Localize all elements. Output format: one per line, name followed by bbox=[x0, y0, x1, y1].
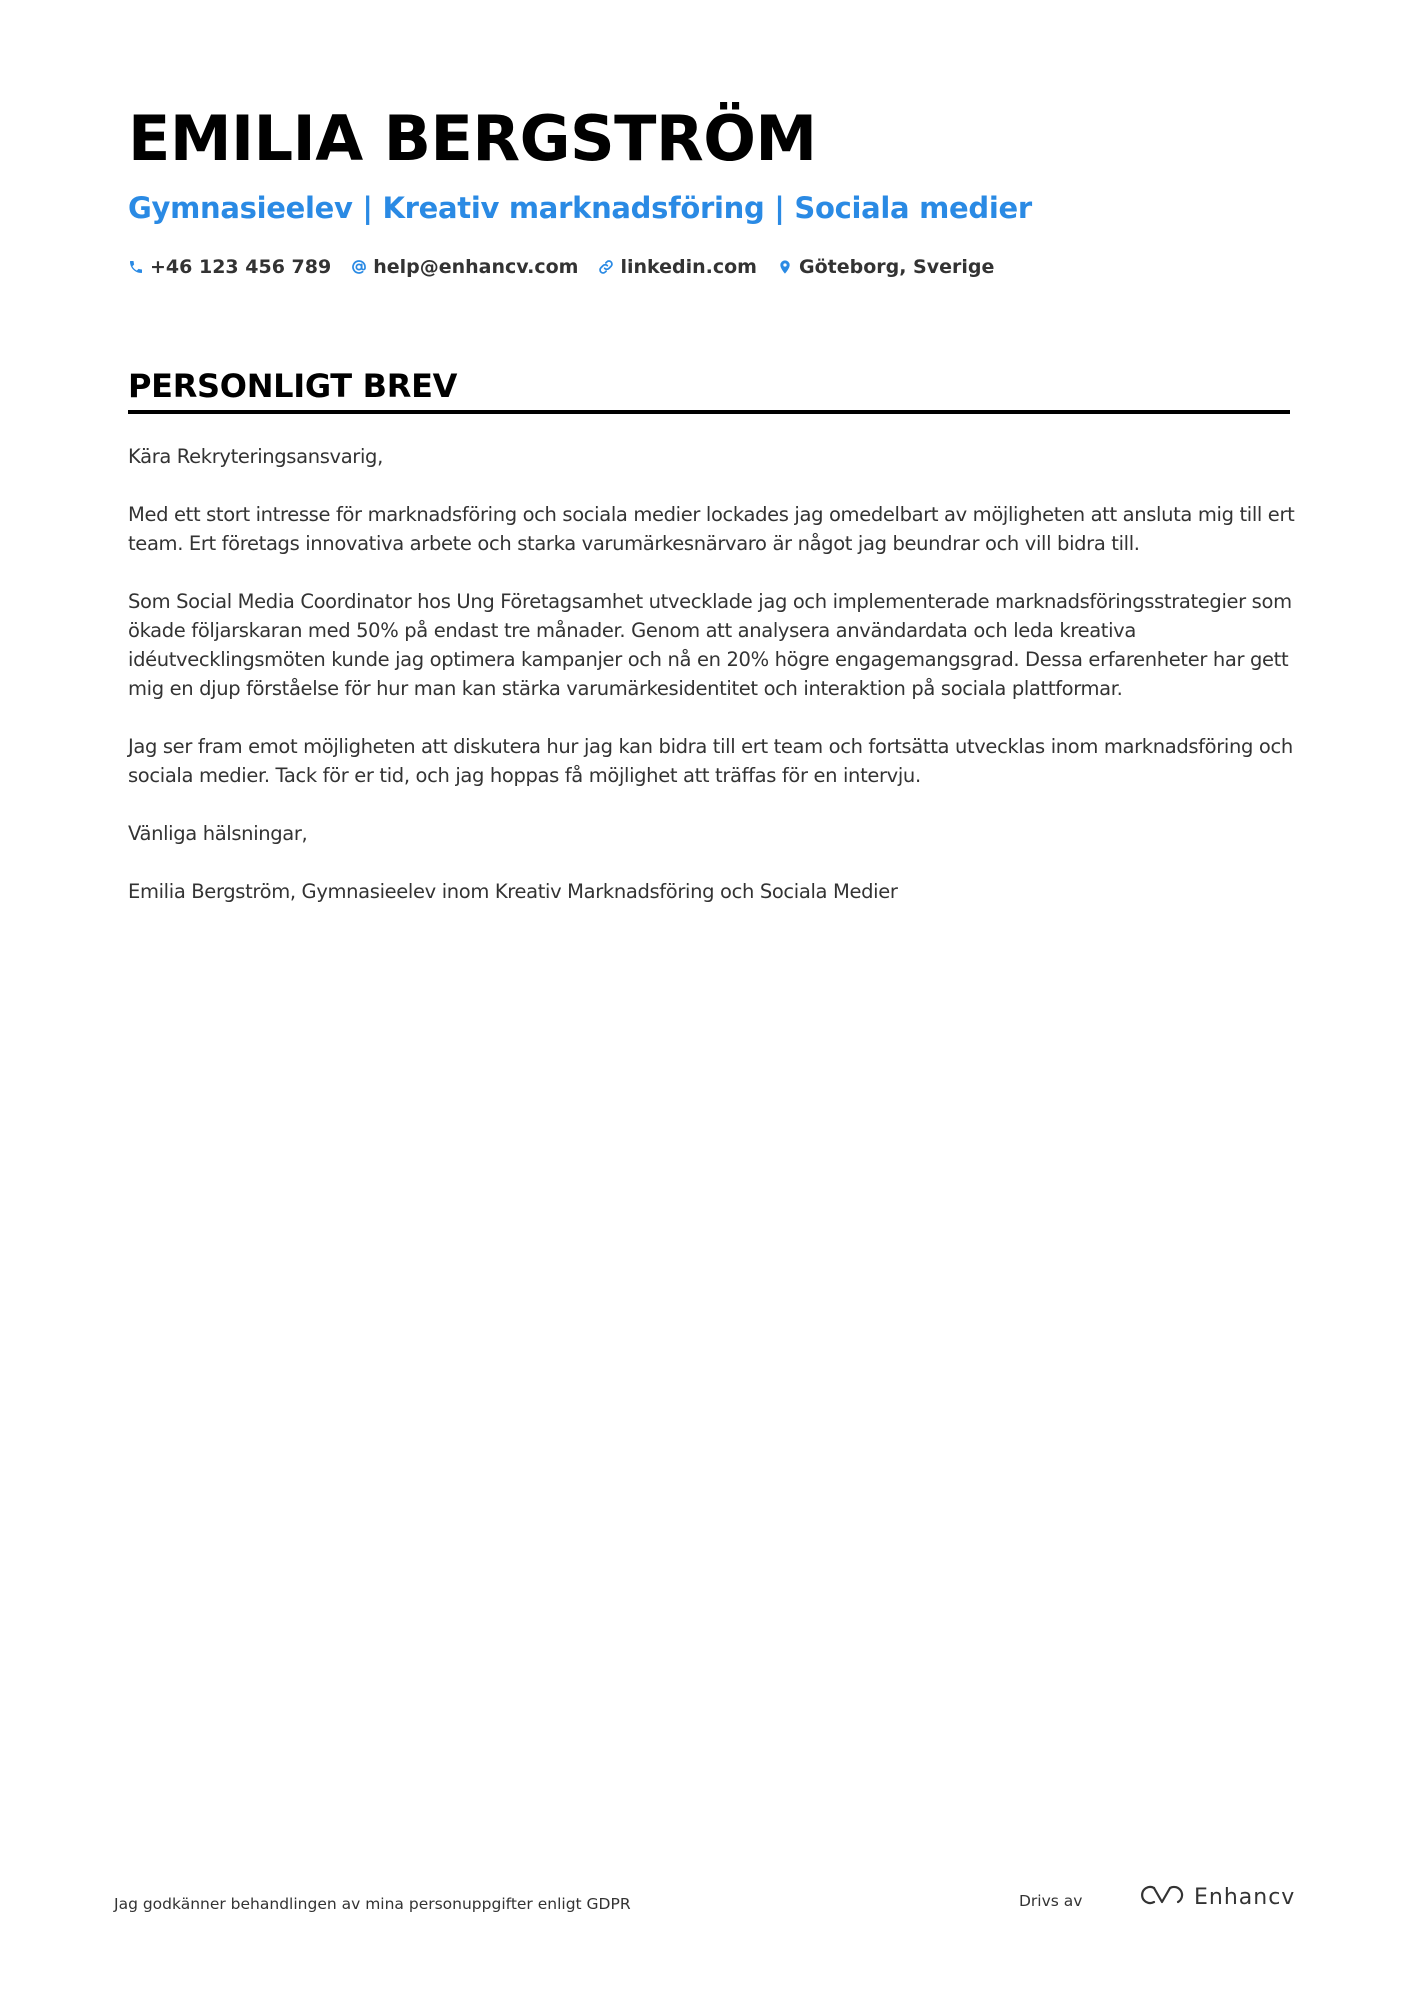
contact-linkedin[interactable] bbox=[598, 256, 757, 278]
letter-signature: Emilia Bergström, Gymnasieelev inom Kreativ Marknadsföring och Sociala Medier bbox=[128, 880, 898, 903]
enhancv-logo-text: Enhancv bbox=[1194, 1884, 1296, 1910]
section-title: PERSONLIGT BREV bbox=[128, 367, 458, 405]
letter-body bbox=[128, 442, 1298, 935]
letter-paragraph: Med ett stort intresse för marknadsföring och sociala medier lockades jag omedelbart av möjligheten att ansluta mig till ert team. Ert företags innovativa arbete och starka varumärkesnärvaro är något jag beundrar och vill bidra till. bbox=[128, 503, 1295, 555]
contact-phone[interactable] bbox=[128, 256, 331, 278]
powered-by-label: Drivs av bbox=[1019, 1892, 1083, 1910]
contact-bar bbox=[128, 256, 994, 278]
letter-paragraph: Jag ser fram emot möjligheten att diskutera hur jag kan bidra till ert team och fortsätta utvecklas inom marknadsföring och sociala medier. Tack för er tid, och jag hoppas få möjlighet att träffas för en intervju. bbox=[128, 735, 1293, 787]
phone-icon bbox=[128, 259, 144, 275]
letter-closing: Vänliga hälsningar, bbox=[128, 822, 308, 845]
contact-phone-text: +46 123 456 789 bbox=[150, 256, 332, 278]
contact-email-text: help@enhancv.com bbox=[373, 256, 579, 278]
at-icon bbox=[351, 259, 367, 275]
candidate-tagline: Gymnasieelev | Kreativ marknadsföring | Sociala medier bbox=[128, 191, 1032, 225]
letter-greeting: Kära Rekryteringsansvarig, bbox=[128, 445, 383, 468]
letter-paragraph: Som Social Media Coordinator hos Ung Företagsamhet utvecklade jag och implementerade marknadsföringsstrategier som ökade följarskaran med 50% på endast tre månader. Genom att analysera användardata och leda kreativa idéutvecklingsmöten kunde jag optimera kampanjer och nå en 20% högre engagemangsgrad. Dessa erfarenheter har gett mig en djup förståelse för hur man kan stärka varumärkesidentitet och interaktion på sociala plattformar. bbox=[128, 590, 1292, 700]
contact-location-text: Göteborg, Sverige bbox=[798, 256, 995, 278]
candidate-name: EMILIA BERGSTRÖM bbox=[128, 102, 817, 175]
contact-location bbox=[777, 256, 994, 278]
gdpr-consent-text: Jag godkänner behandlingen av mina personuppgifter enligt GDPR bbox=[114, 1895, 631, 1913]
location-icon bbox=[777, 259, 793, 275]
enhancv-logo[interactable] bbox=[1138, 1882, 1295, 1912]
contact-linkedin-text: linkedin.com bbox=[620, 256, 757, 278]
link-icon bbox=[598, 259, 614, 275]
enhancv-logo-icon bbox=[1138, 1882, 1184, 1912]
contact-email[interactable] bbox=[351, 256, 578, 278]
section-divider bbox=[128, 410, 1290, 414]
